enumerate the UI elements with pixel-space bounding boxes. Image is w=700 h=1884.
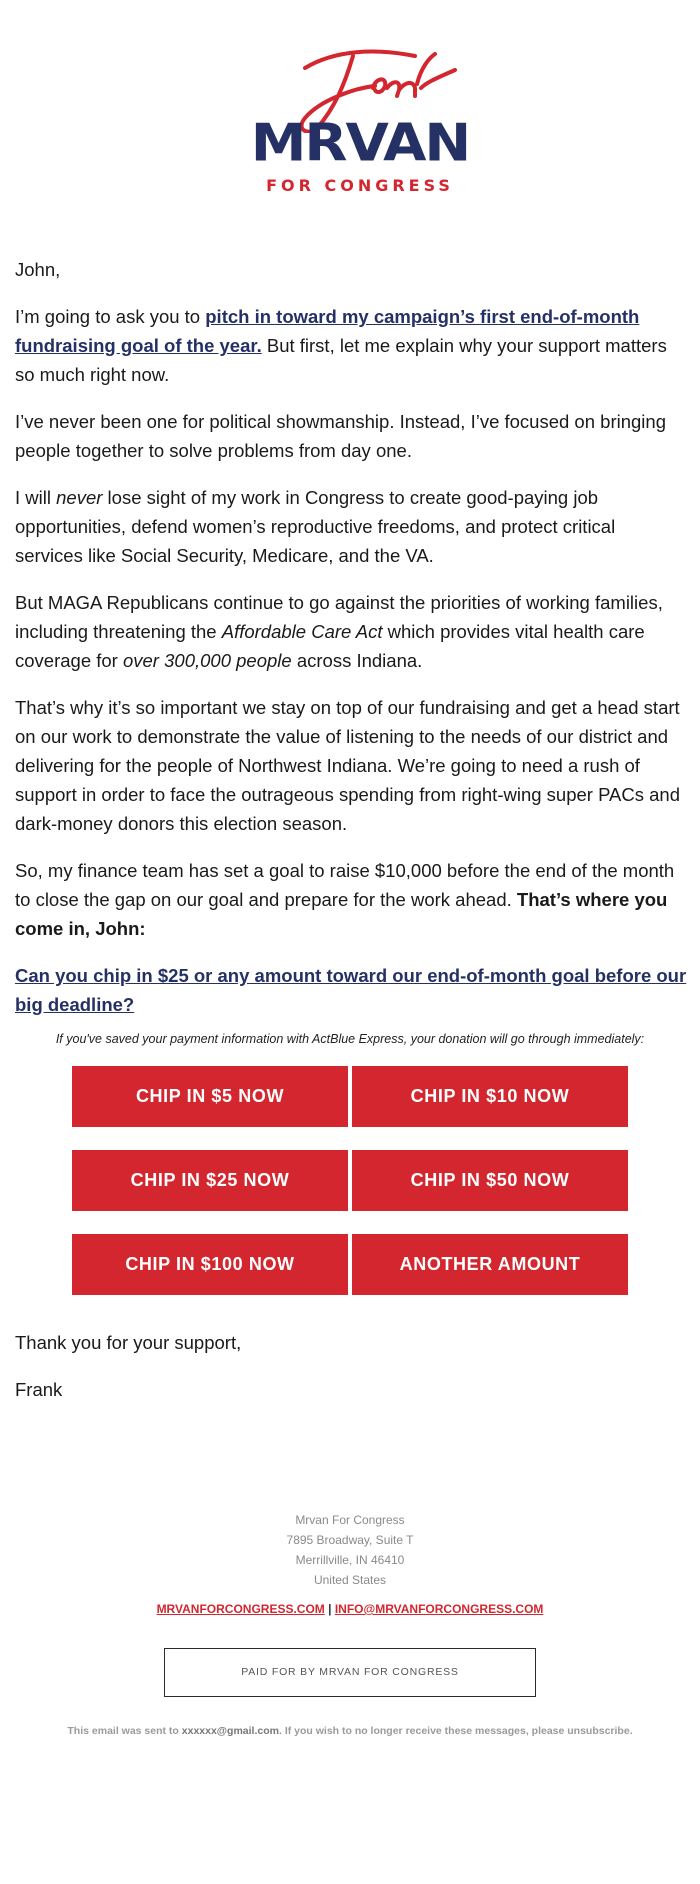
logo-wordmark: MRVAN (250, 113, 470, 174)
address-city: Merrillville, IN 46410 (295, 1553, 405, 1567)
chip-in-100-button[interactable]: CHIP IN $100 NOW (72, 1234, 348, 1295)
unsubscribe-text[interactable]: . If you wish to no longer receive these messages, please unsubscribe. (278, 1725, 633, 1737)
address-org: Mrvan For Congress (295, 1513, 405, 1527)
another-amount-button[interactable]: ANOTHER AMOUNT (352, 1234, 628, 1295)
chip-in-5-button[interactable]: CHIP IN $5 NOW (72, 1066, 348, 1127)
signoff: Thank you for your support, (15, 1332, 242, 1353)
paragraph-6: So, my finance team has set a goal to raise $10,000 before the end of the month to close the gap on our goal and prepare for the work ahead. That’s where you come in, John: (15, 860, 675, 939)
chip-in-25-button[interactable]: CHIP IN $25 NOW (72, 1150, 348, 1211)
footer-links (0, 1602, 700, 1616)
website-link[interactable]: MRVANFORCONGRESS.COM (156, 1602, 325, 1616)
address-country: United States (313, 1573, 387, 1587)
campaign-logo (245, 48, 475, 198)
chip-in-50-button[interactable]: CHIP IN $50 NOW (352, 1150, 628, 1211)
mailing-address (0, 1510, 700, 1590)
paid-for-disclaimer: PAID FOR BY MRVAN FOR CONGRESS (164, 1648, 536, 1697)
pitch-in-link[interactable]: pitch in toward my campaign’s first end-of-month fundraising goal of the year. (15, 306, 640, 356)
chip-in-10-button[interactable]: CHIP IN $10 NOW (352, 1066, 628, 1127)
paragraph-2: I’ve never been one for political showmanship. Instead, I’ve focused on bringing people together to solve problems from day one. (15, 411, 666, 461)
ask-paragraph (15, 961, 687, 1019)
chip-in-ask-link[interactable]: Can you chip in $25 or any amount toward our end-of-month goal before our big deadline? (15, 965, 687, 1015)
email-link[interactable]: INFO@MRVANFORCONGRESS.COM (334, 1602, 544, 1616)
actblue-express-note: If you've saved your payment information with ActBlue Express, your donation will go through immediately: (55, 1032, 645, 1046)
logo-subtitle: FOR CONGRESS (266, 176, 454, 195)
link-separator: | (324, 1602, 335, 1616)
letter-body (15, 255, 687, 1037)
paragraph-4: But MAGA Republicans continue to go against the priorities of working families, including threatening the Affordable Care Act which provides vital health care coverage for over 300,000 people across Indiana. (15, 592, 663, 671)
address-street: 7895 Broadway, Suite T (286, 1533, 414, 1547)
paragraph-3: I will never lose sight of my work in Congress to create good-paying job opportunities, defend women’s reproductive freedoms, and protect critical services like Social Security, Medicare, and the VA. (15, 487, 616, 566)
greeting: John, (15, 259, 61, 280)
recipient-email: xxxxxx@gmail.com (181, 1725, 279, 1737)
signature: Frank (15, 1379, 63, 1400)
unsubscribe-footer: This email was sent to xxxxxx@gmail.com. If you wish to no longer receive these messages, please unsubscribe. (67, 1725, 633, 1737)
paragraph-1: I’m going to ask you to pitch in toward my campaign’s first end-of-month fundraising goal of the year. But first, let me explain why your support matters so much right now. (15, 306, 667, 385)
paragraph-5: That’s why it’s so important we stay on top of our fundraising and get a head start on our work to demonstrate the value of listening to the needs of our district and delivering for the people of Northwest Indiana. We’re going to need a rush of support in order to face the outrageous spending from right-wing super PACs and dark-money donors this election season. (15, 697, 681, 834)
